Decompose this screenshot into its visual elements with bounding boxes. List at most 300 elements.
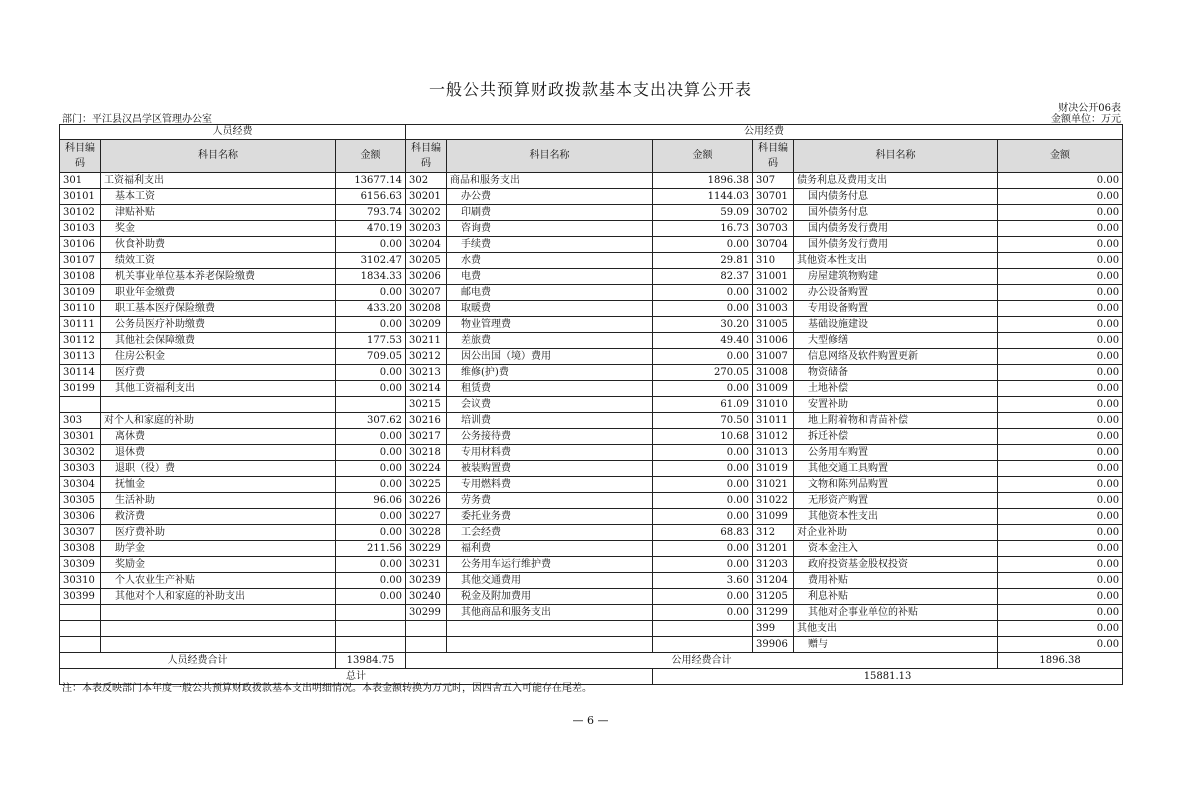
unit-label: 金额单位：万元	[1051, 114, 1121, 125]
personnel-code: 30109	[60, 285, 101, 301]
public-b-name: 物资储备	[794, 365, 998, 381]
personnel-name: 机关事业单位基本养老保险缴费	[101, 269, 336, 285]
personnel-code: 30307	[60, 525, 101, 541]
table-row	[60, 461, 1123, 477]
public-a-amount: 49.40	[653, 333, 753, 349]
public-b-code: 31021	[753, 477, 794, 493]
public-a-code: 30213	[406, 365, 447, 381]
section-personnel: 人员经费	[60, 125, 406, 140]
public-a-code: 30224	[406, 461, 447, 477]
public-a-name: 维修(护)费	[447, 365, 653, 381]
public-b-name: 大型修缮	[794, 333, 998, 349]
personnel-name: 公务员医疗补助缴费	[101, 317, 336, 333]
public-b-name: 对企业补助	[794, 525, 998, 541]
personnel-amount: 0.00	[336, 285, 406, 301]
personnel-name: 医疗费补助	[101, 525, 336, 541]
public-b-code: 31201	[753, 541, 794, 557]
public-b-amount: 0.00	[998, 381, 1123, 397]
personnel-name	[101, 397, 336, 413]
personnel-amount: 0.00	[336, 461, 406, 477]
public-a-name: 公务接待费	[447, 429, 653, 445]
public-a-code: 30226	[406, 493, 447, 509]
personnel-amount: 0.00	[336, 573, 406, 589]
public-a-code: 30215	[406, 397, 447, 413]
personnel-name: 医疗费	[101, 365, 336, 381]
public-a-code: 30201	[406, 189, 447, 205]
personnel-total-label: 人员经费合计	[60, 653, 336, 669]
personnel-amount: 6156.63	[336, 189, 406, 205]
personnel-code: 30310	[60, 573, 101, 589]
public-a-code	[406, 637, 447, 653]
public-a-code: 30218	[406, 445, 447, 461]
personnel-code: 30302	[60, 445, 101, 461]
public-b-code: 31011	[753, 413, 794, 429]
personnel-amount: 0.00	[336, 589, 406, 605]
personnel-name: 职工基本医疗保险缴费	[101, 301, 336, 317]
public-b-name: 其他资本性支出	[794, 509, 998, 525]
table-row	[60, 333, 1123, 349]
public-a-amount: 59.09	[653, 205, 753, 221]
table-row	[60, 557, 1123, 573]
public-a-amount: 0.00	[653, 477, 753, 493]
section-public: 公用经费	[406, 125, 1123, 140]
personnel-name: 抚恤金	[101, 477, 336, 493]
personnel-name	[101, 637, 336, 653]
header-code: 科目编码	[406, 140, 447, 173]
public-b-name: 安置补助	[794, 397, 998, 413]
public-a-code: 30202	[406, 205, 447, 221]
public-b-amount: 0.00	[998, 477, 1123, 493]
public-b-amount: 0.00	[998, 349, 1123, 365]
table-row	[60, 349, 1123, 365]
table-row	[60, 429, 1123, 445]
public-b-amount: 0.00	[998, 541, 1123, 557]
public-a-name	[447, 637, 653, 653]
personnel-amount: 433.20	[336, 301, 406, 317]
personnel-name: 其他工资福利支出	[101, 381, 336, 397]
public-b-code: 31008	[753, 365, 794, 381]
personnel-code: 30199	[60, 381, 101, 397]
header-amount: 金额	[336, 140, 406, 173]
public-a-code: 30205	[406, 253, 447, 269]
personnel-code: 30305	[60, 493, 101, 509]
public-b-code: 312	[753, 525, 794, 541]
public-b-name: 政府投资基金股权投资	[794, 557, 998, 573]
personnel-code	[60, 397, 101, 413]
public-b-name: 公务用车购置	[794, 445, 998, 461]
personnel-code: 30113	[60, 349, 101, 365]
personnel-code: 30303	[60, 461, 101, 477]
public-a-amount	[653, 637, 753, 653]
personnel-code: 30103	[60, 221, 101, 237]
public-b-name: 国内债务发行费用	[794, 221, 998, 237]
personnel-amount: 0.00	[336, 381, 406, 397]
public-a-amount: 0.00	[653, 589, 753, 605]
public-b-amount: 0.00	[998, 461, 1123, 477]
public-b-code: 30703	[753, 221, 794, 237]
public-a-name: 电费	[447, 269, 653, 285]
public-b-name: 办公设备购置	[794, 285, 998, 301]
public-b-name: 国外债务付息	[794, 205, 998, 221]
public-b-amount: 0.00	[998, 173, 1123, 189]
public-b-name: 其他资本性支出	[794, 253, 998, 269]
personnel-amount: 3102.47	[336, 253, 406, 269]
public-b-name: 地上附着物和青苗补偿	[794, 413, 998, 429]
public-a-name	[447, 621, 653, 637]
public-a-code: 30216	[406, 413, 447, 429]
personnel-name: 奖励金	[101, 557, 336, 573]
public-b-amount: 0.00	[998, 493, 1123, 509]
public-b-amount: 0.00	[998, 637, 1123, 653]
public-a-name: 咨询费	[447, 221, 653, 237]
public-b-name: 土地补偿	[794, 381, 998, 397]
public-a-code: 30208	[406, 301, 447, 317]
public-a-code: 30299	[406, 605, 447, 621]
personnel-amount: 0.00	[336, 477, 406, 493]
public-a-name: 税金及附加费用	[447, 589, 653, 605]
public-b-amount: 0.00	[998, 285, 1123, 301]
table-row	[60, 589, 1123, 605]
public-b-amount: 0.00	[998, 573, 1123, 589]
public-a-code: 30212	[406, 349, 447, 365]
public-a-name: 差旅费	[447, 333, 653, 349]
public-a-amount	[653, 621, 753, 637]
personnel-code: 301	[60, 173, 101, 189]
personnel-amount: 307.62	[336, 413, 406, 429]
public-a-code: 30231	[406, 557, 447, 573]
public-b-name: 拆迁补偿	[794, 429, 998, 445]
header-name: 科目名称	[794, 140, 998, 173]
public-b-code: 31099	[753, 509, 794, 525]
public-b-code: 31005	[753, 317, 794, 333]
public-b-code: 31019	[753, 461, 794, 477]
public-a-amount: 0.00	[653, 301, 753, 317]
table-row	[60, 605, 1123, 621]
personnel-name	[101, 605, 336, 621]
personnel-code: 30106	[60, 237, 101, 253]
public-b-code: 31006	[753, 333, 794, 349]
public-b-code: 307	[753, 173, 794, 189]
personnel-name: 离休费	[101, 429, 336, 445]
personnel-name: 基本工资	[101, 189, 336, 205]
personnel-name: 其他社会保障缴费	[101, 333, 336, 349]
public-a-name: 物业管理费	[447, 317, 653, 333]
public-b-amount: 0.00	[998, 589, 1123, 605]
table-row	[60, 173, 1123, 189]
public-b-code: 31003	[753, 301, 794, 317]
public-b-amount: 0.00	[998, 365, 1123, 381]
personnel-code: 30112	[60, 333, 101, 349]
personnel-amount	[336, 605, 406, 621]
personnel-name	[101, 621, 336, 637]
public-a-amount: 61.09	[653, 397, 753, 413]
public-a-amount: 0.00	[653, 381, 753, 397]
public-b-amount: 0.00	[998, 205, 1123, 221]
public-b-code: 30701	[753, 189, 794, 205]
public-b-code: 31007	[753, 349, 794, 365]
public-b-amount: 0.00	[998, 269, 1123, 285]
table-row	[60, 237, 1123, 253]
public-b-amount: 0.00	[998, 237, 1123, 253]
public-a-name: 委托业务费	[447, 509, 653, 525]
public-b-code: 31009	[753, 381, 794, 397]
personnel-amount: 0.00	[336, 525, 406, 541]
public-b-code: 399	[753, 621, 794, 637]
personnel-name: 对个人和家庭的补助	[101, 413, 336, 429]
table-row	[60, 541, 1123, 557]
public-b-name: 信息网络及软件购置更新	[794, 349, 998, 365]
header-name: 科目名称	[447, 140, 653, 173]
table-row	[60, 477, 1123, 493]
report-title: 一般公共预算财政拨款基本支出决算公开表	[428, 80, 752, 99]
personnel-amount: 0.00	[336, 429, 406, 445]
public-a-code: 30217	[406, 429, 447, 445]
public-b-amount: 0.00	[998, 429, 1123, 445]
table-row	[60, 301, 1123, 317]
table-row	[60, 205, 1123, 221]
personnel-amount: 0.00	[336, 557, 406, 573]
public-a-name: 商品和服务支出	[447, 173, 653, 189]
public-b-name: 债务利息及费用支出	[794, 173, 998, 189]
public-b-code: 31204	[753, 573, 794, 589]
personnel-amount: 0.00	[336, 317, 406, 333]
public-b-name: 国外债务发行费用	[794, 237, 998, 253]
public-b-code: 31205	[753, 589, 794, 605]
public-b-code: 39906	[753, 637, 794, 653]
personnel-name: 其他对个人和家庭的补助支出	[101, 589, 336, 605]
grand-total-label: 总计	[60, 669, 653, 685]
public-b-amount: 0.00	[998, 189, 1123, 205]
header-code: 科目编码	[60, 140, 101, 173]
table-row	[60, 189, 1123, 205]
public-a-code: 30227	[406, 509, 447, 525]
table-row	[60, 381, 1123, 397]
public-b-name: 文物和陈列品购置	[794, 477, 998, 493]
personnel-amount: 177.53	[336, 333, 406, 349]
public-a-code: 30209	[406, 317, 447, 333]
personnel-code: 30309	[60, 557, 101, 573]
public-a-name: 邮电费	[447, 285, 653, 301]
public-b-code: 31203	[753, 557, 794, 573]
personnel-code: 30107	[60, 253, 101, 269]
personnel-amount: 0.00	[336, 237, 406, 253]
table-row	[60, 413, 1123, 429]
public-b-code: 31012	[753, 429, 794, 445]
public-total-label: 公用经费合计	[406, 653, 998, 669]
footnote: 注：本表反映部门本年度一般公共预算财政拨款基本支出明细情况。本表金额转换为万元时，因四舍五入可能存在尾差。	[62, 683, 592, 694]
public-a-name: 工会经费	[447, 525, 653, 541]
public-a-name: 水费	[447, 253, 653, 269]
personnel-code: 30110	[60, 301, 101, 317]
public-a-amount: 3.60	[653, 573, 753, 589]
header-amount: 金额	[998, 140, 1123, 173]
public-b-name: 无形资产购置	[794, 493, 998, 509]
public-a-name: 手续费	[447, 237, 653, 253]
personnel-code: 303	[60, 413, 101, 429]
public-a-amount: 30.20	[653, 317, 753, 333]
public-b-name: 专用设备购置	[794, 301, 998, 317]
personnel-amount: 709.05	[336, 349, 406, 365]
personnel-amount	[336, 637, 406, 653]
public-b-name: 其他交通工具购置	[794, 461, 998, 477]
personnel-amount	[336, 621, 406, 637]
personnel-amount: 211.56	[336, 541, 406, 557]
public-a-name: 培训费	[447, 413, 653, 429]
table-row	[60, 637, 1123, 653]
public-a-name: 其他商品和服务支出	[447, 605, 653, 621]
table-row	[60, 221, 1123, 237]
public-b-code: 310	[753, 253, 794, 269]
public-a-amount: 1896.38	[653, 173, 753, 189]
public-b-code: 31001	[753, 269, 794, 285]
public-a-name: 福利费	[447, 541, 653, 557]
public-a-amount: 0.00	[653, 237, 753, 253]
public-b-amount: 0.00	[998, 445, 1123, 461]
table-row	[60, 493, 1123, 509]
public-b-name: 其他支出	[794, 621, 998, 637]
public-b-name: 房屋建筑物购建	[794, 269, 998, 285]
public-a-code: 302	[406, 173, 447, 189]
table-row	[60, 269, 1123, 285]
public-a-amount: 70.50	[653, 413, 753, 429]
public-a-code: 30203	[406, 221, 447, 237]
personnel-name: 工资福利支出	[101, 173, 336, 189]
header-amount: 金额	[653, 140, 753, 173]
public-a-code: 30225	[406, 477, 447, 493]
personnel-amount: 0.00	[336, 445, 406, 461]
public-a-amount: 0.00	[653, 493, 753, 509]
table-row	[60, 365, 1123, 381]
public-b-name: 资本金注入	[794, 541, 998, 557]
public-a-amount: 0.00	[653, 541, 753, 557]
personnel-name: 住房公积金	[101, 349, 336, 365]
personnel-amount: 793.74	[336, 205, 406, 221]
personnel-total-value: 13984.75	[336, 653, 406, 669]
personnel-amount: 1834.33	[336, 269, 406, 285]
public-b-name: 其他对企事业单位的补贴	[794, 605, 998, 621]
public-a-amount: 0.00	[653, 605, 753, 621]
public-a-code: 30239	[406, 573, 447, 589]
public-b-amount: 0.00	[998, 221, 1123, 237]
public-b-code: 31013	[753, 445, 794, 461]
table-row	[60, 573, 1123, 589]
public-b-amount: 0.00	[998, 509, 1123, 525]
personnel-code	[60, 621, 101, 637]
table-row	[60, 317, 1123, 333]
personnel-code: 30308	[60, 541, 101, 557]
public-b-amount: 0.00	[998, 557, 1123, 573]
public-a-amount: 10.68	[653, 429, 753, 445]
public-a-amount: 82.37	[653, 269, 753, 285]
public-b-code: 31002	[753, 285, 794, 301]
public-b-code: 30702	[753, 205, 794, 221]
personnel-name: 伙食补助费	[101, 237, 336, 253]
personnel-name: 救济费	[101, 509, 336, 525]
public-b-amount: 0.00	[998, 253, 1123, 269]
personnel-name: 津贴补贴	[101, 205, 336, 221]
public-a-name: 会议费	[447, 397, 653, 413]
personnel-amount: 470.19	[336, 221, 406, 237]
personnel-code: 30101	[60, 189, 101, 205]
public-a-name: 劳务费	[447, 493, 653, 509]
public-a-name: 被装购置费	[447, 461, 653, 477]
public-a-name: 取暖费	[447, 301, 653, 317]
expenditure-table	[59, 124, 1123, 685]
personnel-name: 退职（役）费	[101, 461, 336, 477]
department-label: 部门：平江县汉昌学区管理办公室	[62, 114, 212, 125]
public-a-amount: 0.00	[653, 285, 753, 301]
public-b-amount: 0.00	[998, 397, 1123, 413]
page-number: — 6 —	[572, 714, 609, 727]
public-a-code: 30204	[406, 237, 447, 253]
personnel-code	[60, 605, 101, 621]
public-a-amount: 0.00	[653, 461, 753, 477]
personnel-amount: 96.06	[336, 493, 406, 509]
public-a-code: 30240	[406, 589, 447, 605]
table-code: 财决公开06表	[1058, 103, 1121, 114]
public-a-name: 专用材料费	[447, 445, 653, 461]
personnel-code: 30108	[60, 269, 101, 285]
public-a-amount: 0.00	[653, 509, 753, 525]
public-b-name: 费用补贴	[794, 573, 998, 589]
personnel-code: 30306	[60, 509, 101, 525]
public-b-name: 利息补贴	[794, 589, 998, 605]
public-b-name: 基础设施建设	[794, 317, 998, 333]
public-b-amount: 0.00	[998, 413, 1123, 429]
public-a-amount: 0.00	[653, 349, 753, 365]
public-a-amount: 0.00	[653, 557, 753, 573]
personnel-amount: 0.00	[336, 365, 406, 381]
public-b-amount: 0.00	[998, 333, 1123, 349]
public-b-code: 31299	[753, 605, 794, 621]
public-a-code: 30228	[406, 525, 447, 541]
table-row	[60, 509, 1123, 525]
public-b-code: 31022	[753, 493, 794, 509]
public-b-amount: 0.00	[998, 317, 1123, 333]
public-a-name: 其他交通费用	[447, 573, 653, 589]
public-b-name: 赠与	[794, 637, 998, 653]
public-a-amount: 0.00	[653, 445, 753, 461]
public-a-name: 公务用车运行维护费	[447, 557, 653, 573]
table-row	[60, 621, 1123, 637]
personnel-name: 助学金	[101, 541, 336, 557]
personnel-amount: 0.00	[336, 509, 406, 525]
personnel-code: 30111	[60, 317, 101, 333]
personnel-name: 个人农业生产补贴	[101, 573, 336, 589]
public-a-amount: 68.83	[653, 525, 753, 541]
public-a-amount: 1144.03	[653, 189, 753, 205]
public-a-amount: 270.05	[653, 365, 753, 381]
personnel-code	[60, 637, 101, 653]
personnel-code: 30304	[60, 477, 101, 493]
personnel-code: 30399	[60, 589, 101, 605]
public-b-code: 30704	[753, 237, 794, 253]
public-b-name: 国内债务付息	[794, 189, 998, 205]
personnel-code: 30102	[60, 205, 101, 221]
public-a-name: 租赁费	[447, 381, 653, 397]
public-a-code: 30214	[406, 381, 447, 397]
table-row	[60, 285, 1123, 301]
table-row	[60, 397, 1123, 413]
header-name: 科目名称	[101, 140, 336, 173]
personnel-code: 30114	[60, 365, 101, 381]
public-a-code: 30229	[406, 541, 447, 557]
grand-total-value: 15881.13	[653, 669, 1123, 685]
personnel-amount	[336, 397, 406, 413]
public-a-code: 30207	[406, 285, 447, 301]
table-row	[60, 253, 1123, 269]
personnel-name: 奖金	[101, 221, 336, 237]
